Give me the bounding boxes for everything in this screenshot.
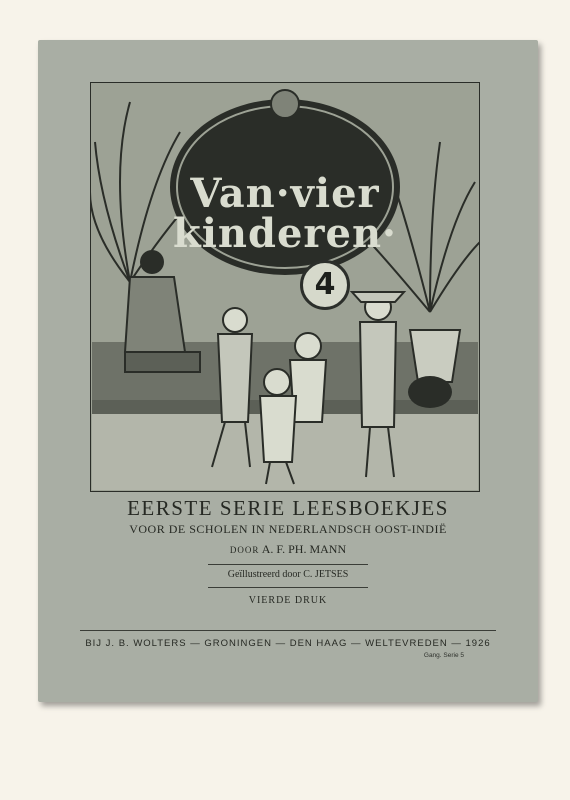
title-line-1: Van·vier: [190, 170, 380, 217]
cover-illustration: [90, 82, 480, 492]
volume-number: 4: [300, 260, 350, 310]
edition: VIERDE DRUK: [248, 595, 328, 606]
dog: [408, 376, 452, 408]
title-line-2: kinderen·: [173, 210, 397, 257]
author-prefix: DOOR: [229, 545, 260, 555]
book-cover: [38, 40, 538, 702]
divider: [80, 630, 496, 631]
illustration-drawing: [90, 82, 480, 492]
flower-pot: [410, 330, 460, 382]
series-title: EERSTE SERIE LEESBOEKJES: [127, 496, 449, 520]
emblem: [271, 90, 299, 118]
catalog-note: Gang. Serie 5: [423, 652, 464, 659]
author-line: [38, 542, 538, 557]
author-name: A. F. PH. MANN: [261, 542, 347, 556]
publisher-line: BIJ J. B. WOLTERS — GRONINGEN — DEN HAAG — WELTEVREDEN — 1926: [85, 638, 491, 649]
subtitle: VOOR DE SCHOLEN IN NEDERLANDSCH OOST-INDIË: [129, 522, 447, 536]
illustrator-line: Geïllustreerd door C. JETSES: [208, 564, 368, 588]
